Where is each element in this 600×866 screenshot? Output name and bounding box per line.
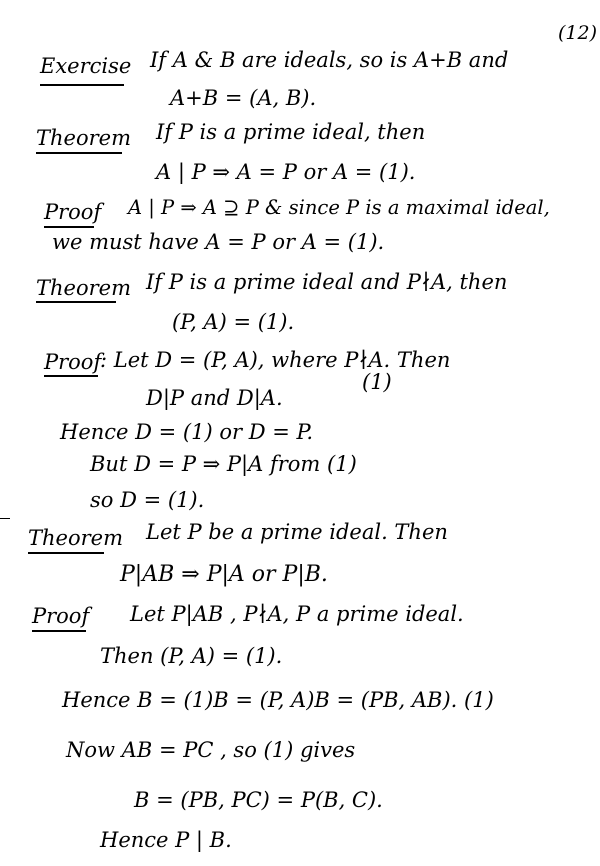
proof-3-line-4: Now AB = PC , so (1) gives [66, 738, 356, 762]
proof-2-hence: Hence D = (1) or D = P. [60, 420, 314, 444]
margin-mark [0, 518, 10, 519]
proof-3-underline [32, 630, 86, 632]
theorem-2-equation: (P, A) = (1). [172, 310, 295, 334]
exercise-label: Exercise [40, 54, 132, 78]
proof-3-label: Proof [32, 604, 90, 628]
theorem-3-underline [28, 552, 104, 554]
proof-1-line-2: we must have A = P or A = (1). [52, 230, 385, 254]
proof-3-line-2: Then (P, A) = (1). [100, 644, 283, 668]
proof-2-line-1: : Let D = (P, A), where P∤A. Then [100, 348, 451, 372]
theorem-1-equation: A | P ⇒ A = P or A = (1). [156, 160, 416, 184]
theorem-2-label: Theorem [36, 276, 131, 300]
proof-1-label: Proof [44, 200, 102, 224]
theorem-3-label: Theorem [28, 526, 123, 550]
proof-2-but: But D = P ⇒ P|A from (1) [90, 452, 357, 476]
proof-3-line-5: B = (PB, PC) = P(B, C). [134, 788, 383, 812]
proof-2-underline [44, 375, 98, 377]
theorem-3-equation: P|AB ⇒ P|A or P|B. [120, 562, 328, 587]
proof-2-label: Proof [44, 350, 102, 374]
proof-2-line-2: D|P and D|A. [146, 386, 283, 410]
theorem-3-statement: Let P be a prime ideal. Then [146, 520, 448, 544]
proof-2-ref-1: (1) [362, 370, 392, 394]
theorem-2-statement: If P is a prime ideal and P∤A, then [146, 270, 508, 294]
page-number: (12) [558, 22, 598, 44]
theorem-1-statement: If P is a prime ideal, then [156, 120, 426, 144]
exercise-statement: If A & B are ideals, so is A+B and [150, 48, 509, 72]
theorem-1-underline [36, 152, 122, 154]
proof-3-line-6: Hence P | B. [100, 828, 232, 852]
theorem-1-label: Theorem [36, 126, 131, 150]
exercise-equation: A+B = (A, B). [170, 86, 317, 110]
proof-3-line-3: Hence B = (1)B = (P, A)B = (PB, AB). (1) [62, 688, 494, 712]
proof-3-line-1: Let P|AB , P∤A, P a prime ideal. [130, 602, 464, 626]
theorem-2-underline [36, 301, 116, 303]
proof-1-underline [44, 226, 94, 228]
exercise-underline [40, 84, 124, 86]
proof-1-line-1: A | P ⇒ A ⊇ P & since P is a maximal ideal, [128, 196, 550, 219]
proof-2-so: so D = (1). [90, 488, 205, 512]
